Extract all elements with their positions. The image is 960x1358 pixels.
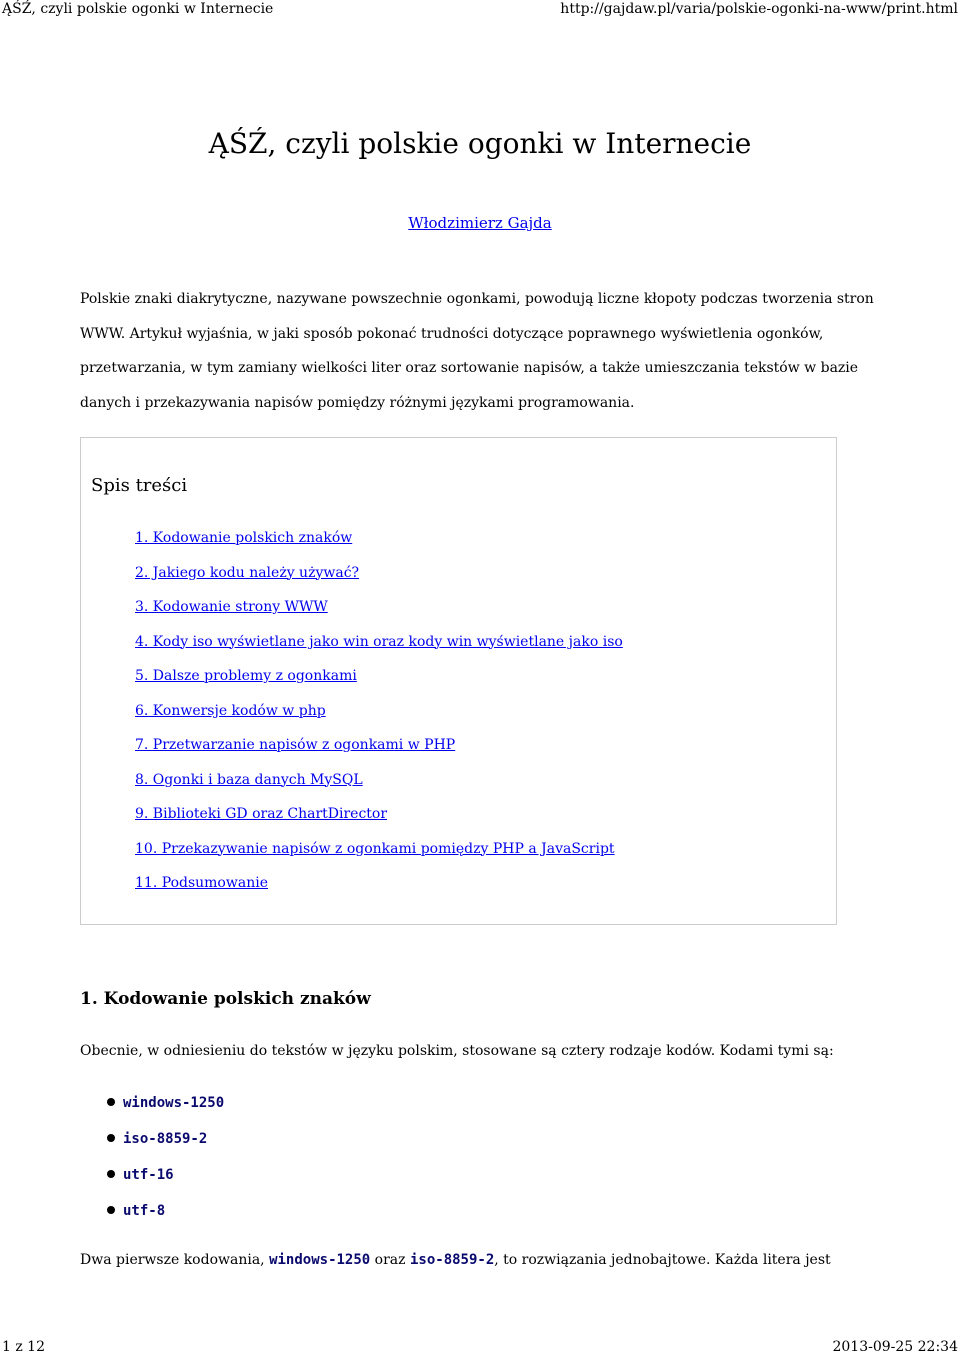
toc-link-4[interactable]: 4. Kody iso wyświetlane jako win oraz kody win wyświetlane jako iso (135, 633, 623, 650)
toc-item (135, 871, 623, 906)
print-header-title: ĄŚŹ, czyli polskie ogonki w Internecie (2, 1, 274, 17)
intro-paragraph: Polskie znaki diakrytyczne, nazywane powszechnie ogonkami, powodują liczne kłopoty podczas tworzenia stron WWW. Artykuł wyjaśnia, w jaki sposób pokonać trudności dotyczące poprawnego wyświetlenia ogonków, przetwarzania, w tym zamiany wielkości liter oraz sortowanie napisów, a także umieszczania tekstów w bazie danych i przekazywania napisów pomiędzy różnymi językami programowania. (80, 291, 874, 411)
bullet-icon (107, 1134, 115, 1142)
page-number: 1 z 12 (2, 1339, 45, 1355)
bullet-icon (107, 1098, 115, 1106)
inline-code: iso-8859-2 (409, 1252, 495, 1268)
toc-title: Spis treści (91, 475, 188, 496)
toc-link-3[interactable]: 3. Kodowanie strony WWW (135, 599, 328, 615)
toc-item (135, 768, 623, 803)
author-link[interactable]: Włodzimierz Gajda (408, 214, 552, 232)
encoding-name: iso-8859-2 (123, 1131, 208, 1147)
print-datetime: 2013-09-25 22:34 (832, 1339, 958, 1355)
toc-item (135, 561, 623, 596)
para-text: Dwa pierwsze kodowania, (80, 1252, 270, 1268)
toc-item (135, 699, 623, 734)
para-text: oraz (370, 1252, 410, 1268)
toc-list (135, 526, 623, 906)
toc-link-9[interactable]: 9. Biblioteki GD oraz ChartDirector (135, 806, 388, 822)
encoding-name: windows-1250 (123, 1095, 225, 1111)
toc-item (135, 526, 623, 561)
encoding-name: utf-8 (123, 1203, 166, 1219)
toc-item (135, 595, 623, 630)
encoding-name: utf-16 (123, 1167, 174, 1183)
toc-item (135, 664, 623, 699)
print-header-url: http://gajdaw.pl/varia/polskie-ogonki-na-www/print.html (560, 1, 958, 17)
toc-item (135, 837, 623, 872)
toc-item (135, 733, 623, 768)
bullet-icon (107, 1206, 115, 1214)
toc-link-10[interactable]: 10. Przekazywanie napisów z ogonkami pomiędzy PHP a JavaScript (135, 840, 615, 857)
toc-link-1[interactable]: 1. Kodowanie polskich znaków (135, 530, 353, 546)
bullet-icon (107, 1170, 115, 1178)
list-item (80, 1163, 224, 1199)
toc-link-11[interactable]: 11. Podsumowanie (135, 875, 268, 891)
section-title: 1. Kodowanie polskich znaków (80, 989, 371, 1009)
table-of-contents (80, 437, 837, 925)
toc-link-5[interactable]: 5. Dalsze problemy z ogonkami (135, 668, 357, 684)
list-item (80, 1199, 224, 1235)
list-item (80, 1127, 224, 1163)
toc-link-8[interactable]: 8. Ogonki i baza danych MySQL (135, 771, 363, 788)
toc-item (135, 802, 623, 837)
print-header (0, 0, 960, 20)
toc-link-7[interactable]: 7. Przetwarzanie napisów z ogonkami w PHP (135, 737, 456, 753)
list-item (80, 1091, 224, 1127)
print-footer (0, 1338, 960, 1358)
toc-item (135, 630, 623, 665)
toc-link-2[interactable]: 2. Jakiego kodu należy używać? (135, 564, 360, 581)
section-paragraph-2 (80, 1250, 900, 1270)
para-text: , to rozwiązania jednobajtowe. Każda litera jest (494, 1252, 831, 1268)
encoding-list (80, 1091, 224, 1235)
section-paragraph: Obecnie, w odniesieniu do tekstów w języku polskim, stosowane są cztery rodzaje kodów. Kodami tymi są: (80, 1043, 834, 1059)
page-title: ĄŚŹ, czyli polskie ogonki w Internecie (208, 127, 752, 160)
author (0, 213, 960, 233)
inline-code: windows-1250 (269, 1252, 371, 1268)
toc-link-6[interactable]: 6. Konwersje kodów w php (135, 702, 326, 719)
